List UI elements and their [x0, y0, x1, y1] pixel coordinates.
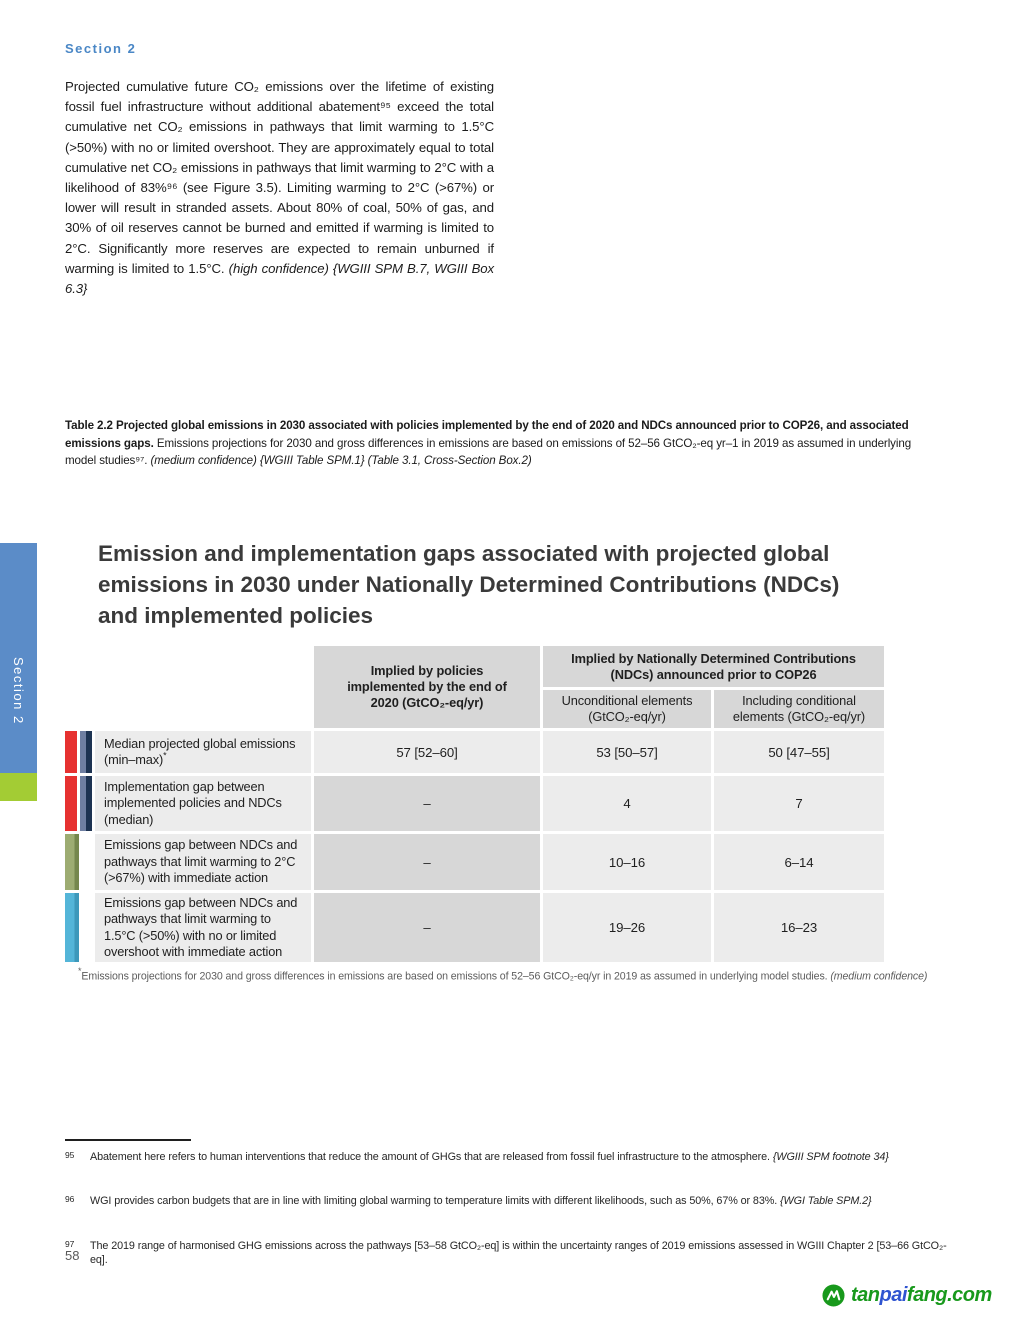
col-header-conditional: Including conditional elements (GtCO₂-eq/yr) [714, 690, 884, 728]
figure-footnote [78, 967, 958, 983]
cell-unconditional: 4 [543, 776, 711, 831]
cell-conditional: 50 [47–55] [714, 731, 884, 773]
table-caption-citation: (medium confidence) {WGIII Table SPM.1} (Table 3.1, Cross-Section Box.2) [150, 454, 532, 467]
watermark-text [851, 1284, 992, 1307]
watermark-logo[interactable] [822, 1284, 992, 1307]
row-indicator-bars [65, 834, 92, 890]
row-label [95, 776, 311, 831]
footnote-divider [65, 1139, 191, 1141]
cell-conditional: 6–14 [714, 834, 884, 890]
row-label-text: Emissions gap between NDCs and pathways that limit warming to 1.5°C (>50%) with no or limited overshoot with immediate action [104, 894, 298, 959]
footnote-body: WGI provides carbon budgets that are in line with limiting global warming to temperature limits with different likelihoods, such as 50%, 67% or 83%. [90, 1195, 781, 1207]
col-header-ndc: Implied by Nationally Determined Contributions (NDCs) announced prior to COP26 [543, 646, 884, 687]
row-indicator-bars [65, 893, 92, 962]
row-label-text: Median projected global emissions (min–max) [104, 735, 296, 767]
table-caption-body: Emissions projections for 2030 and gross differences in emissions are based on emissions of 52–56 GtCO₂-eq yr–1 in 2019 as assumed in underlying model studies⁹⁷. [65, 436, 912, 467]
figure-footnote-text: Emissions projections for 2030 and gross differences in emissions are based on emissions of 52–56 GtCO₂-eq/yr in 2019 as assumed in underlying model studies. [81, 970, 831, 983]
cell-policies: 57 [52–60] [314, 731, 540, 773]
col-header-policies: Implied by policies implemented by the end of 2020 (GtCO₂-eq/yr) [314, 646, 540, 728]
row-label [95, 834, 311, 890]
footnote-96 [65, 1194, 950, 1208]
citation-reference: {WGIII SPM B.7, WGIII Box 6.3} [65, 260, 495, 297]
confidence-statement: (high confidence) [228, 260, 333, 276]
body-paragraph [65, 77, 494, 299]
footnote-body: Abatement here refers to human interventions that reduce the amount of GHGs that are released from fossil fuel infrastructure to the atmosphere. [90, 1151, 773, 1163]
figure-footnote-confidence: (medium confidence) [830, 970, 928, 983]
pathway-15c-bar-icon [65, 893, 79, 962]
row-label-text: Emissions gap between NDCs and pathways that limit warming to 2°C (>67%) with immediate action [104, 837, 298, 886]
row-indicator-bars [65, 776, 92, 831]
section-header: Section 2 [65, 41, 137, 56]
figure-title: Emission and implementation gaps associated with projected global emissions in 2030 under Nationally Determined Contributions (NDCs) and implemented policies [98, 541, 840, 628]
watermark-seg-pai: pai [879, 1284, 907, 1306]
footnote-citation: {WGIII SPM footnote 34} [772, 1151, 889, 1163]
ndc-bar-icon [80, 731, 92, 773]
cell-policies: – [314, 776, 540, 831]
body-paragraph-text: Projected cumulative future CO₂ emissions over the lifetime of existing fossil fuel infrastructure without additional abatement⁹⁵ exceed the total cumulative net CO₂ emissions in pathways that limit warming to 1.5°C (>50%) with no or limited overshoot. They are approximately equal to total cumulative net CO₂ emissions in pathways that limit warming to 2°C with a likelihood of 83%⁹⁶ (see Figure 3.5). Limiting warming to 2°C (>67%) or lower will result in stranded assets. About 80% of coal, 50% of gas, and 30% of oil reserves cannot be burned and emitted if warming is limited to 2°C. Significantly more reserves are expected to remain unburned if warming is limited to 1.5°C. [65, 79, 494, 276]
footnote-95 [65, 1150, 950, 1164]
row-label [95, 731, 311, 773]
policy-bar-icon [65, 776, 77, 831]
row-label-text: Implementation gap between implemented policies and NDCs (median) [104, 778, 282, 827]
figure-footnote-marker: * [78, 966, 82, 976]
tanpaifang-logo-icon [822, 1284, 845, 1307]
cell-unconditional: 19–26 [543, 893, 711, 962]
policy-bar-icon [65, 731, 77, 773]
footnote-text [90, 1150, 889, 1164]
footnote-citation: {WGI Table SPM.2} [780, 1195, 872, 1207]
footnote-text [90, 1239, 950, 1267]
pathway-2c-bar-icon [65, 834, 79, 890]
cell-policies: – [314, 834, 540, 890]
footnote-number: 97 [65, 1239, 75, 1249]
watermark-seg-com: .com [947, 1284, 992, 1306]
row-label-marker: * [163, 750, 167, 761]
table-caption [65, 417, 938, 470]
cell-unconditional: 10–16 [543, 834, 711, 890]
row-indicator-bars [65, 731, 92, 773]
footnote-number: 95 [65, 1150, 75, 1160]
footnote-number: 96 [65, 1194, 75, 1204]
table-caption-bold: Table 2.2 Projected global emissions in 2030 associated with policies implemented by the end of 2020 and NDCs announced prior to COP26, and associated emissions gaps. [65, 419, 909, 450]
footnote-text [90, 1194, 872, 1208]
cell-conditional: 16–23 [714, 893, 884, 962]
footnote-97 [65, 1239, 950, 1267]
sidebar-section-label: Section 2 [11, 657, 26, 725]
cell-unconditional: 53 [50–57] [543, 731, 711, 773]
sidebar-accent-bar [0, 773, 37, 801]
ndc-bar-icon [80, 776, 92, 831]
emissions-table [65, 646, 884, 962]
row-label [95, 893, 311, 962]
watermark-seg-tan: tan [851, 1284, 880, 1306]
cell-conditional: 7 [714, 776, 884, 831]
page-number: 58 [65, 1248, 80, 1263]
cell-policies: – [314, 893, 540, 962]
col-header-unconditional: Unconditional elements (GtCO₂-eq/yr) [543, 690, 711, 728]
footnote-body: The 2019 range of harmonised GHG emissions across the pathways [53–58 GtCO₂-eq] is within the uncertainty ranges of 2019 emissions assessed in WGIII Chapter 2 [53–66 GtCO₂-eq]. [90, 1240, 947, 1266]
watermark-seg-fang: fang [906, 1284, 948, 1306]
